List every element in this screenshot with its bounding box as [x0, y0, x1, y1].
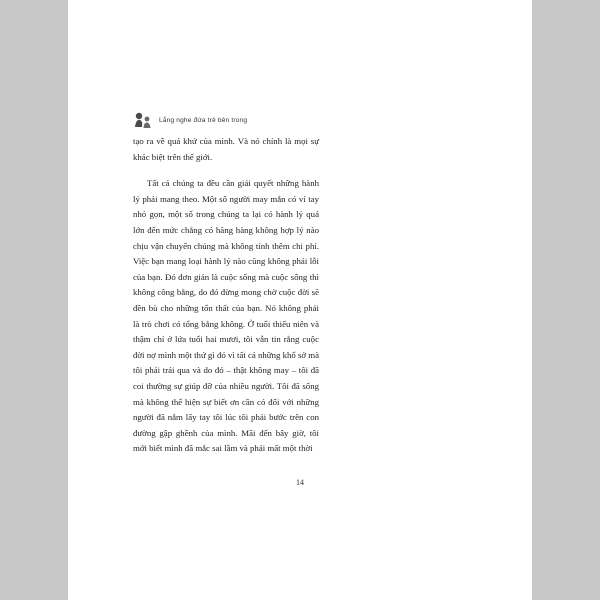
page-number: 14 — [296, 478, 304, 487]
paragraph-2: Tất cả chúng ta đều cần giải quyết những hành lý phải mang theo. Một số người may mắn có ví tay nhỏ gọn, một số trong chúng ta lại có hành lý quá lớn đến mức chẳng có hãng hàng không hợp lý nào chịu vận chuyển chúng mà không tính thêm chi phí. Việc bạn mang loại hành lý nào cũng không phải lỗi của bạn. Đó đơn giản là cuộc sống mà cuộc sống thì không công bằng, do đó đừng mong chờ cuộc đời sẽ đền bù cho những tổn thất của bạn. Nó không phải là trò chơi có tổng bằng không. Ở tuổi thiếu niên và thậm chí ở lứa tuổi hai mươi, tôi vẫn tin rằng cuộc đời nợ mình một thứ gì đó vì tất cả những khổ sở mà tôi phải trải qua và do đó – thật không may – tôi đã coi thường sự giúp đỡ của nhiều người. Tôi đã sống mà không thể hiện sự biết ơn cần có đối với những người đã nắm lấy tay tôi lúc tôi phải bước trên con đường gập ghềnh của mình. Mãi đến bây giờ, tôi mới biết mình đã mắc sai lầm và phải mất một thời — [133, 178, 319, 454]
running-title: Lắng nghe đứa trẻ bên trong — [159, 116, 248, 124]
two-figures-logo-icon — [133, 110, 153, 130]
body-text — [133, 134, 319, 457]
paragraph-1: tạo ra về quá khứ của mình. Và nó chính là mọi sự khác biệt trên thế giới. — [133, 136, 319, 162]
running-header — [133, 110, 247, 130]
